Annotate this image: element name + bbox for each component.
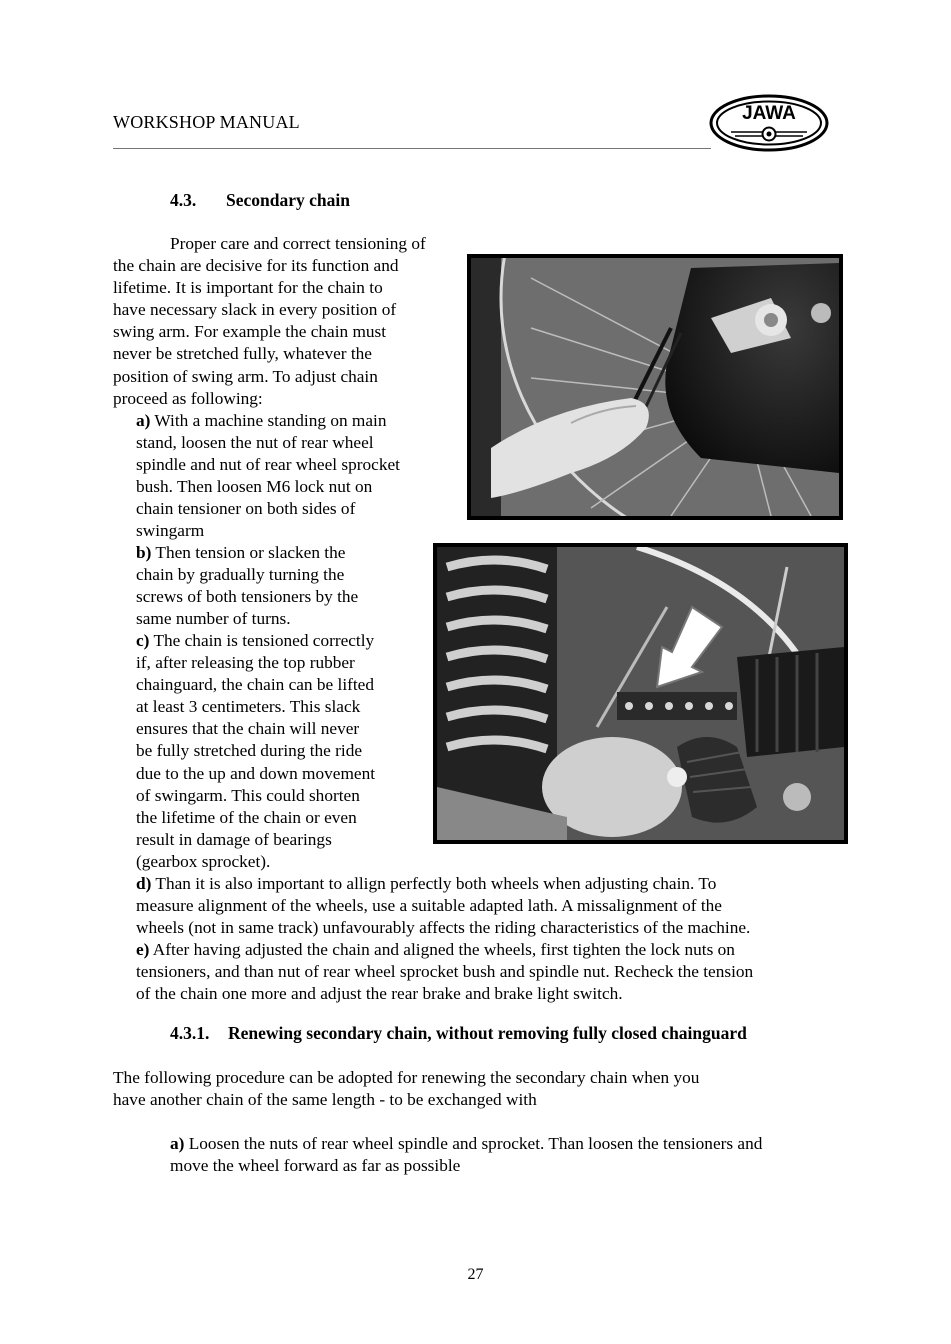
step-line: due to the up and down movement (136, 763, 376, 783)
step-line: wheels (not in same track) unfavourably affects the riding characteristics of the machine. (136, 918, 751, 938)
step-line: Then tension or slacken the (151, 543, 346, 562)
renew-step-a (170, 1133, 850, 1177)
section-heading (170, 190, 350, 211)
step-line: of swingarm. This could shorten (136, 785, 360, 805)
step-line: stand, loosen the nut of rear wheel (136, 433, 374, 453)
renew-paragraph (113, 1067, 813, 1111)
intro-line: have necessary slack in every position of (113, 300, 397, 320)
step-line: tensioners, and than nut of rear wheel sprocket bush and spindle nut. Recheck the tension (136, 962, 754, 982)
header-rule (113, 148, 711, 149)
step-line: same number of turns. (136, 609, 291, 629)
subsection-number: 4.3.1. (170, 1023, 210, 1043)
step-label: a) (136, 411, 151, 430)
step-line: measure alignment of the wheels, use a suitable adapted lath. A missalignment of the (136, 896, 722, 916)
intro-line: never be stretched fully, whatever the (113, 344, 372, 364)
step-line: chain by gradually turning the (136, 565, 345, 585)
step-line: After having adjusted the chain and aligned the wheels, first tighten the lock nuts on (149, 940, 735, 959)
step-b (136, 542, 426, 630)
section-number: 4.3. (170, 190, 197, 210)
step-label: e) (136, 940, 150, 959)
step-line: Loosen the nuts of rear wheel spindle and sprocket. Than loosen the tensioners and (184, 1134, 763, 1153)
step-d (136, 873, 836, 939)
step-c (136, 630, 426, 873)
intro-line: the chain are decisive for its function and (113, 256, 399, 276)
step-line: ensures that the chain will never (136, 719, 360, 739)
intro-line: Proper care and correct tensioning of (170, 234, 426, 253)
step-line: move the wheel forward as far as possible (170, 1156, 461, 1176)
step-label: b) (136, 543, 152, 562)
intro-line: proceed as following: (113, 388, 263, 408)
step-line: of the chain one more and adjust the rear brake and brake light switch. (136, 984, 623, 1004)
step-line: swingarm (136, 521, 205, 541)
step-line: chainguard, the chain can be lifted (136, 675, 374, 695)
renew-line: have another chain of the same length - to be exchanged with (113, 1090, 537, 1110)
step-line: spindle and nut of rear wheel sprocket (136, 455, 400, 475)
section-title: Secondary chain (226, 190, 350, 210)
page-number: 27 (467, 1266, 484, 1283)
step-line: Than it is also important to allign perfectly both wheels when adjusting chain. To (151, 874, 717, 893)
renew-line: The following procedure can be adopted for renewing the secondary chain when you (113, 1068, 700, 1087)
step-line: at least 3 centimeters. This slack (136, 697, 361, 717)
step-line: bush. Then loosen M6 lock nut on (136, 477, 373, 497)
chain-arrow-photo (433, 543, 848, 844)
subsection-title: Renewing secondary chain, without removing fully closed chainguard (228, 1023, 747, 1043)
intro-line: position of swing arm. To adjust chain (113, 366, 378, 386)
intro-line: lifetime. It is important for the chain to (113, 278, 383, 298)
step-line: chain tensioner on both sides of (136, 499, 356, 519)
subsection-heading (170, 1023, 747, 1044)
step-line: The chain is tensioned correctly (149, 631, 375, 650)
step-line: (gearbox sprocket). (136, 851, 271, 871)
logo-text: JAWA (742, 103, 796, 124)
intro-paragraph (113, 233, 463, 410)
step-line: result in damage of bearings (136, 829, 332, 849)
step-line: be fully stretched during the ride (136, 741, 363, 761)
step-label: d) (136, 874, 152, 893)
step-line: if, after releasing the top rubber (136, 653, 355, 673)
jawa-logo (709, 94, 829, 152)
step-e (136, 939, 836, 1005)
step-a (136, 410, 446, 543)
step-line: With a machine standing on main (150, 411, 387, 430)
header-title: WORKSHOP MANUAL (113, 112, 300, 132)
step-label: c) (136, 631, 150, 650)
step-line: the lifetime of the chain or even (136, 807, 357, 827)
step-label: a) (170, 1134, 185, 1153)
chain-tensioner-photo (467, 254, 843, 520)
step-line: screws of both tensioners by the (136, 587, 359, 607)
intro-line: swing arm. For example the chain must (113, 322, 387, 342)
